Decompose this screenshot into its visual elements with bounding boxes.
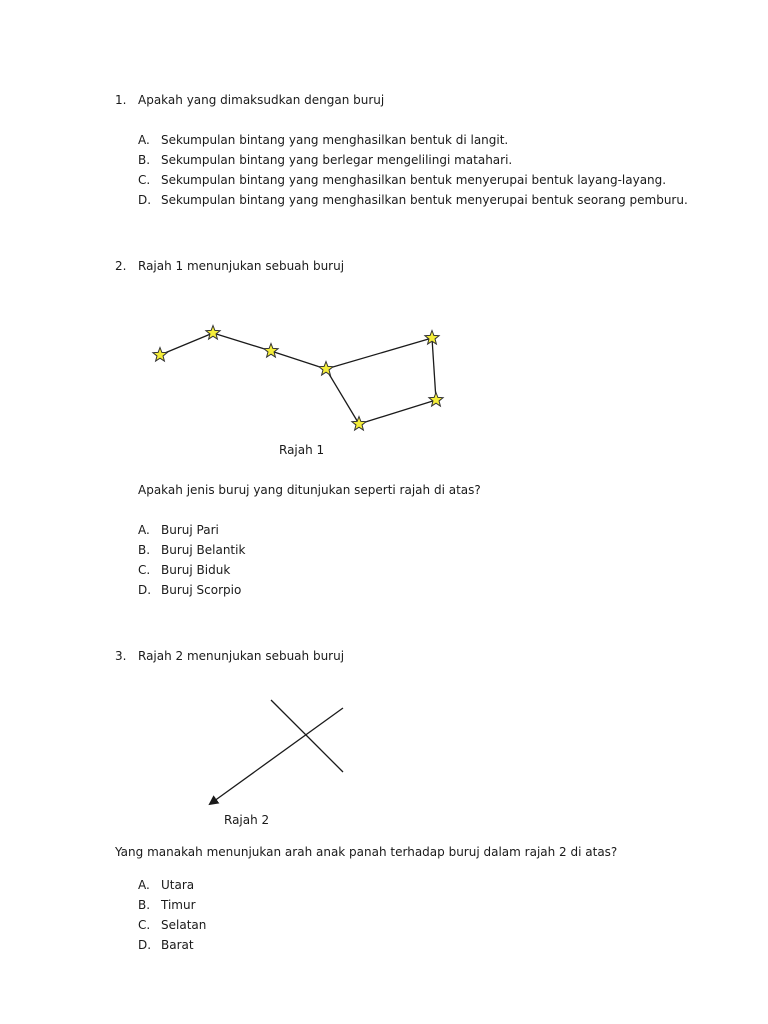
figure-2-caption: Rajah 2 xyxy=(224,813,270,827)
q2-option-a-text: Buruj Pari xyxy=(161,523,219,537)
q3-option-c-text: Selatan xyxy=(161,918,207,932)
q3-option-d-text: Barat xyxy=(161,938,194,952)
q2-option-c-text: Buruj Biduk xyxy=(161,563,231,577)
question-1-number: 1. xyxy=(115,93,127,107)
q3-option-a-letter: A. xyxy=(138,878,150,892)
q3-option-c-letter: C. xyxy=(138,918,151,932)
question-1-text: Apakah yang dimaksudkan dengan buruj xyxy=(138,93,385,107)
q2-option-d-letter: D. xyxy=(138,583,152,597)
q3-option-d-letter: D. xyxy=(138,938,152,952)
q2-option-b-letter: B. xyxy=(138,543,151,557)
q1-option-b-letter: B. xyxy=(138,153,151,167)
q1-option-b-text: Sekumpulan bintang yang berlegar mengelilingi matahari. xyxy=(161,153,513,167)
arrow-line xyxy=(210,708,343,804)
crossing-line xyxy=(271,700,343,772)
question-3-number: 3. xyxy=(115,649,127,663)
q1-option-a-letter: A. xyxy=(138,133,150,147)
q3-option-b-text: Timur xyxy=(161,898,196,912)
figure-1-caption: Rajah 1 xyxy=(279,443,325,457)
question-2-number: 2. xyxy=(115,259,127,273)
q1-option-a-text: Sekumpulan bintang yang menghasilkan bentuk di langit. xyxy=(161,133,509,147)
q1-option-d-letter: D. xyxy=(138,193,152,207)
q1-option-d-text: Sekumpulan bintang yang menghasilkan bentuk menyerupai bentuk seorang pemburu. xyxy=(161,193,688,207)
question-2-text: Rajah 1 menunjukan sebuah buruj xyxy=(138,259,345,273)
q2-option-a-letter: A. xyxy=(138,523,150,537)
question-3-text: Rajah 2 menunjukan sebuah buruj xyxy=(138,649,345,663)
q3-option-a-text: Utara xyxy=(161,878,195,892)
q2-option-c-letter: C. xyxy=(138,563,151,577)
q2-option-b-text: Buruj Belantik xyxy=(161,543,246,557)
q3-option-b-letter: B. xyxy=(138,898,151,912)
q1-option-c-letter: C. xyxy=(138,173,151,187)
q2-option-d-text: Buruj Scorpio xyxy=(161,583,242,597)
q1-option-c-text: Sekumpulan bintang yang menghasilkan bentuk menyerupai bentuk layang-layang. xyxy=(161,173,667,187)
question-2-prompt: Apakah jenis buruj yang ditunjukan seperti rajah di atas? xyxy=(138,483,481,497)
question-3-prompt: Yang manakah menunjukan arah anak panah terhadap buruj dalam rajah 2 di atas? xyxy=(115,845,618,859)
